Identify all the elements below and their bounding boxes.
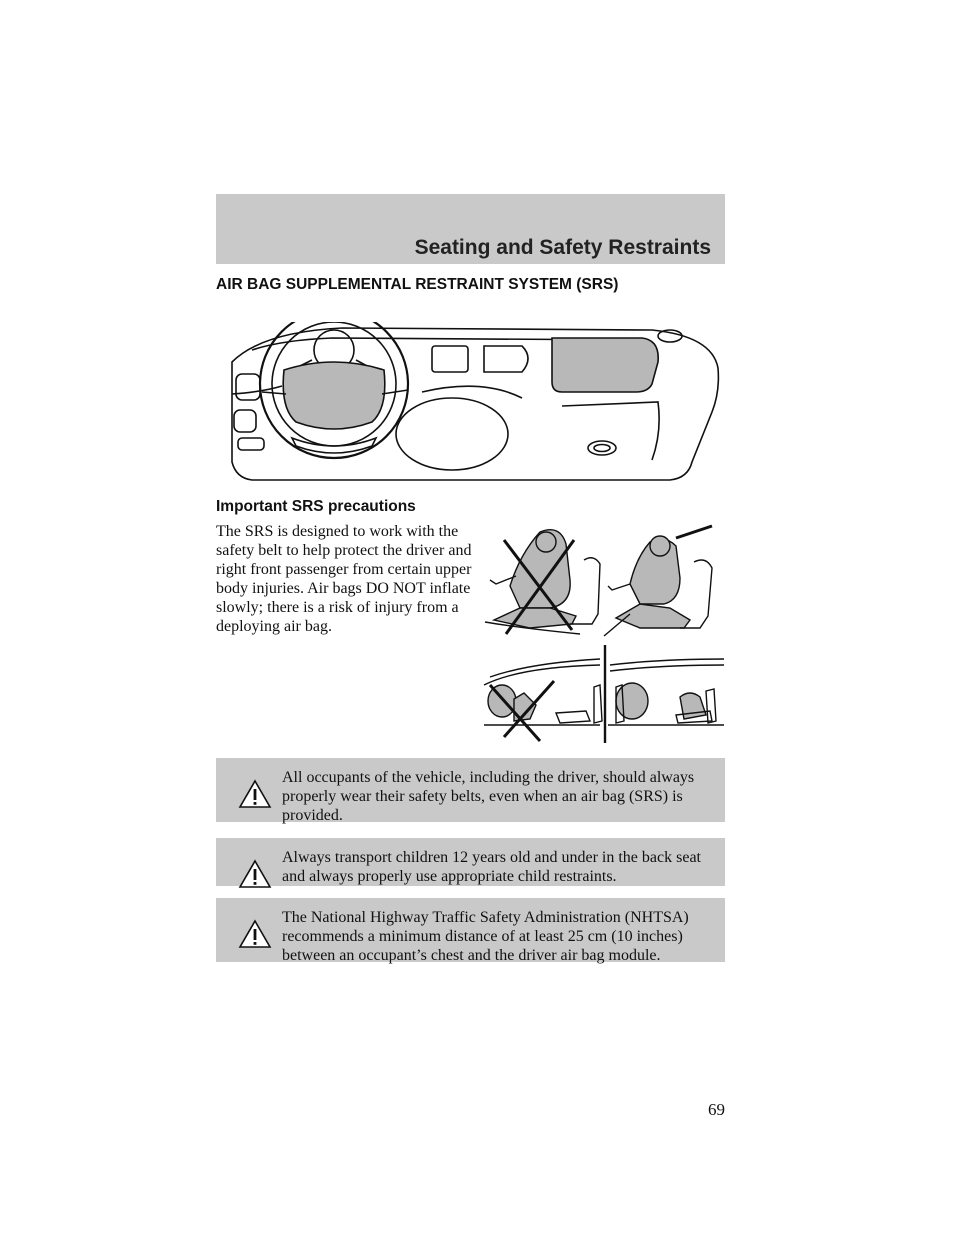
warning-triangle-icon <box>238 858 272 890</box>
body-paragraph: The SRS is designed to work with the safety belt to help protect the driver and right front passenger from certain upper body injuries. Air bags DO NOT inflate slowly; there is a risk of injury from a deploying air bag. <box>216 523 472 635</box>
occupant-position-illustration <box>480 524 726 642</box>
warning-text: All occupants of the vehicle, including the driver, should always properly wear their safety belts, even when an air bag (SRS) is provided. <box>282 769 695 824</box>
page-number: 69 <box>708 1100 725 1119</box>
warning-triangle-icon <box>238 778 272 810</box>
warning-box <box>216 898 725 962</box>
warning-text: Always transport children 12 years old and under in the back seat and always properly use appropriate child restraints. <box>282 849 701 885</box>
dashboard-illustration <box>222 322 722 482</box>
warning-text: The National Highway Traffic Safety Administration (NHTSA) recommends a minimum distance of at least 25 cm (10 inches) between an occupant’s chest and the driver air bag module. <box>282 909 689 964</box>
header-band <box>216 194 725 264</box>
warning-box <box>216 838 725 886</box>
subheading: Important SRS precautions <box>216 498 416 515</box>
header-title: Seating and Safety Restraints <box>414 236 711 259</box>
vehicle-sideview-illustration <box>480 645 726 745</box>
warning-box <box>216 758 725 822</box>
section-heading: AIR BAG SUPPLEMENTAL RESTRAINT SYSTEM (SRS) <box>216 276 619 293</box>
warning-triangle-icon <box>238 918 272 950</box>
